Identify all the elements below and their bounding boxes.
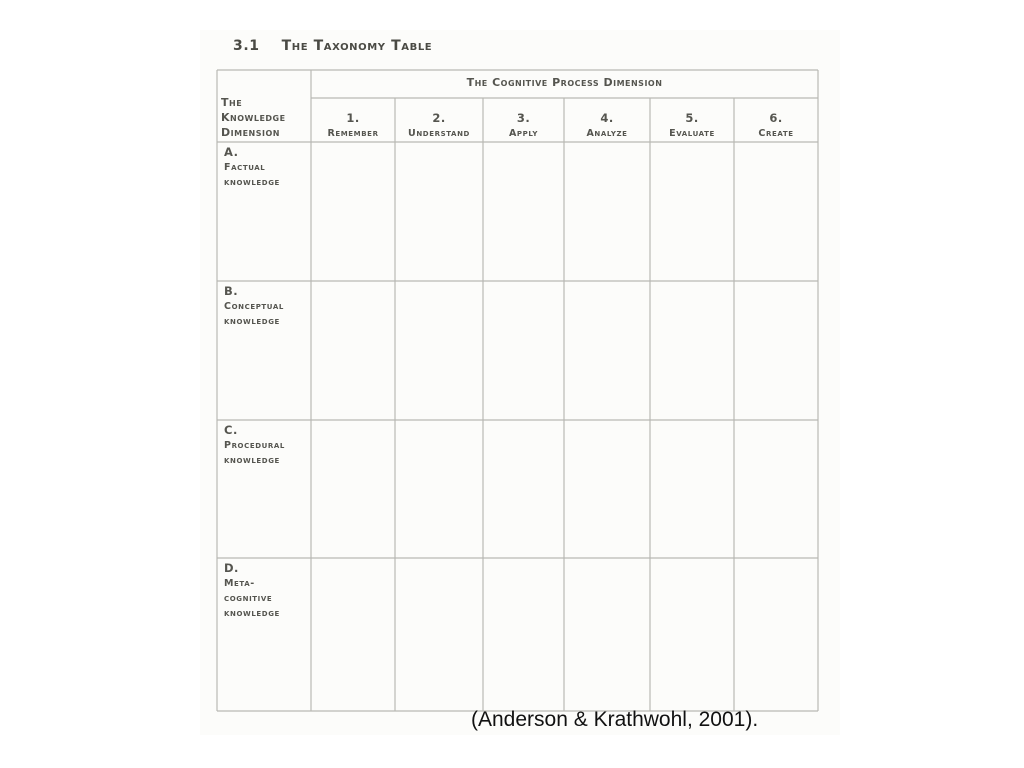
knowledge-dimension-line: Dimension <box>221 126 280 139</box>
row-letter: D. <box>224 561 239 575</box>
column-label: Remember <box>327 128 379 139</box>
table-title-text: The Taxonomy Table <box>281 38 433 54</box>
column-header-analyze <box>564 110 650 142</box>
column-label: Analyze <box>586 128 628 139</box>
row-label-line: knowledge <box>224 455 280 466</box>
column-number: 4. <box>600 111 614 125</box>
knowledge-dimension-line: The <box>221 96 243 109</box>
column-header-create <box>734 110 818 142</box>
row-label-line: Conceptual <box>224 301 284 312</box>
column-header-remember <box>311 110 395 142</box>
column-label: Evaluate <box>669 128 715 139</box>
row-label-line: knowledge <box>224 177 280 188</box>
row-label-line: knowledge <box>224 608 280 619</box>
row-letter: B. <box>224 284 239 298</box>
row-header-factual <box>224 145 310 190</box>
column-number: 6. <box>769 111 783 125</box>
row-label-line: knowledge <box>224 316 280 327</box>
row-label-line: Procedural <box>224 440 285 451</box>
column-number: 1. <box>346 111 360 125</box>
row-header-metacognitive <box>224 561 310 621</box>
row-label-line: cognitive <box>224 593 273 604</box>
column-label: Create <box>758 128 794 139</box>
column-header-evaluate <box>650 110 734 142</box>
cognitive-process-dimension-heading: The Cognitive Process Dimension <box>466 76 663 89</box>
knowledge-dimension-line: Knowledge <box>221 111 286 124</box>
column-label: Apply <box>508 128 539 139</box>
row-header-procedural <box>224 423 310 468</box>
citation: (Anderson & Krathwohl, 2001). <box>471 708 759 731</box>
row-letter: C. <box>224 423 238 437</box>
row-header-conceptual <box>224 284 310 329</box>
row-label-line: Factual <box>224 162 266 173</box>
column-label: Understand <box>408 128 470 139</box>
knowledge-dimension-heading <box>221 95 313 140</box>
table-number: 3.1 <box>233 38 260 54</box>
row-letter: A. <box>224 145 239 159</box>
column-number: 2. <box>432 111 446 125</box>
row-label-line: Meta- <box>224 578 255 589</box>
column-header-apply <box>483 110 564 142</box>
column-number: 3. <box>516 111 531 125</box>
column-header-understand <box>395 110 483 142</box>
column-number: 5. <box>685 111 699 125</box>
